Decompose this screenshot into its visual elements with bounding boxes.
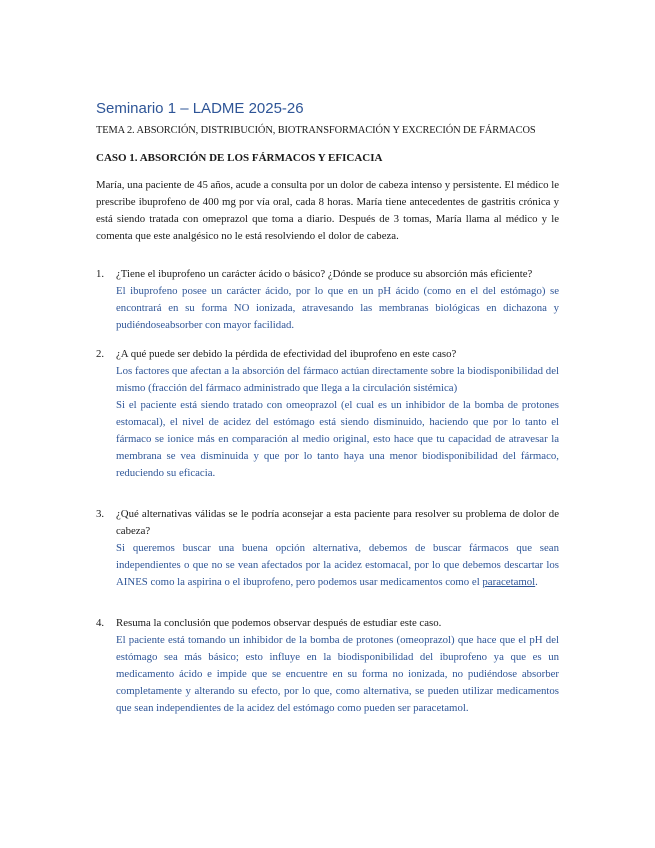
- question-item-1: [96, 266, 559, 334]
- paracetamol-link[interactable]: paracetamol: [482, 576, 536, 588]
- question-item-2: [96, 346, 559, 482]
- answer-text-end: .: [535, 576, 538, 588]
- answer-paragraph: El paciente está tomando un inhibidor de la bomba de protones (omeoprazol) que hace que el pH del estómago sea más básico; esto influye en la biodisponibilidad del ibuprofeno ya que es un medicamento ácido e impide que se encuentre en su forma no ionizada, no pudiéndose absorber completamente y alterando su efecto, por lo que, como alternativa, se pueden utilizar medicamentos que sean independientes de la acidez del estómago como pueden ser paracetamol.: [116, 634, 559, 714]
- answer-text-main: Si queremos buscar una buena opción alternativa, debemos de buscar fármacos que sean independientes o que no se vean afectados por la acidez estomacal, por lo que debemos descartar los AINES como la aspirina o el ibuprofeno, pero podemos usar medicamentos como el: [116, 542, 559, 588]
- question-number: 3.: [96, 508, 105, 520]
- answer-text: [116, 363, 559, 482]
- question-number: 4.: [96, 617, 105, 629]
- question-number: 2.: [96, 348, 105, 360]
- question-text: ¿Qué alternativas válidas se le podría aconsejar a esta paciente para resolver su problema de dolor de cabeza?: [116, 508, 559, 537]
- question-item-3: [96, 506, 559, 591]
- answer-paragraph: Los factores que afectan a la absorción del fármaco actúan directamente sobre la biodisponibilidad del mismo (fracción del fármaco administrado que llega a la circulación sistémica): [116, 365, 559, 394]
- question-item-4: [96, 615, 559, 717]
- question-text: Resuma la conclusión que podemos observar después de estudiar este caso.: [116, 617, 442, 629]
- question-text: ¿A qué puede ser debido la pérdida de efectividad del ibuprofeno en este caso?: [116, 348, 457, 360]
- answer-text: [116, 632, 559, 717]
- answer-paragraph: Si el paciente está siendo tratado con omeoprazol (el cual es un inhibidor de la bomba de protones estomacal), el nivel de acidez del estómago está siendo disminuido, haciendo que por lo tanto el fármaco se ionice más en comparación al medio original, esto hace que tu capacidad de atravesar la membrana se vea disminuida y que por lo tanto haya una menor biodisponibilidad del fármaco, reduciendo su eficacia.: [116, 399, 559, 479]
- answer-paragraph: El ibuprofeno posee un carácter ácido, por lo que en un pH ácido (como en el del estómago) se encontrará en su forma NO ionizada, atravesando las membranas biológicas en dichazona y pudiéndoseabsorber con mayor facilidad.: [116, 285, 559, 331]
- document-subtitle: TEMA 2. ABSORCIÓN, DISTRIBUCIÓN, BIOTRANSFORMACIÓN Y EXCRECIÓN DE FÁRMACOS: [96, 125, 536, 136]
- question-text: ¿Tiene el ibuprofeno un carácter ácido o básico? ¿Dónde se produce su absorción más eficiente?: [116, 268, 533, 280]
- answer-text: [116, 283, 559, 334]
- case-intro: María, una paciente de 45 años, acude a consulta por un dolor de cabeza intenso y persistente. El médico le prescribe ibuprofeno de 400 mg por vía oral, cada 8 horas. María tiene antecedentes de gastritis crónica y está siendo tratada con omeprazol que toma a diario. Después de 3 tomas, María llama al médico y le comenta que este analgésico no le está resolviendo el dolor de cabeza.: [96, 179, 559, 242]
- case-title: CASO 1. ABSORCIÓN DE LOS FÁRMACOS Y EFICACIA: [96, 152, 383, 164]
- document-title: Seminario 1 – LADME 2025-26: [96, 100, 304, 117]
- question-number: 1.: [96, 268, 105, 280]
- answer-paragraph: [116, 540, 559, 591]
- answer-text: [116, 540, 559, 591]
